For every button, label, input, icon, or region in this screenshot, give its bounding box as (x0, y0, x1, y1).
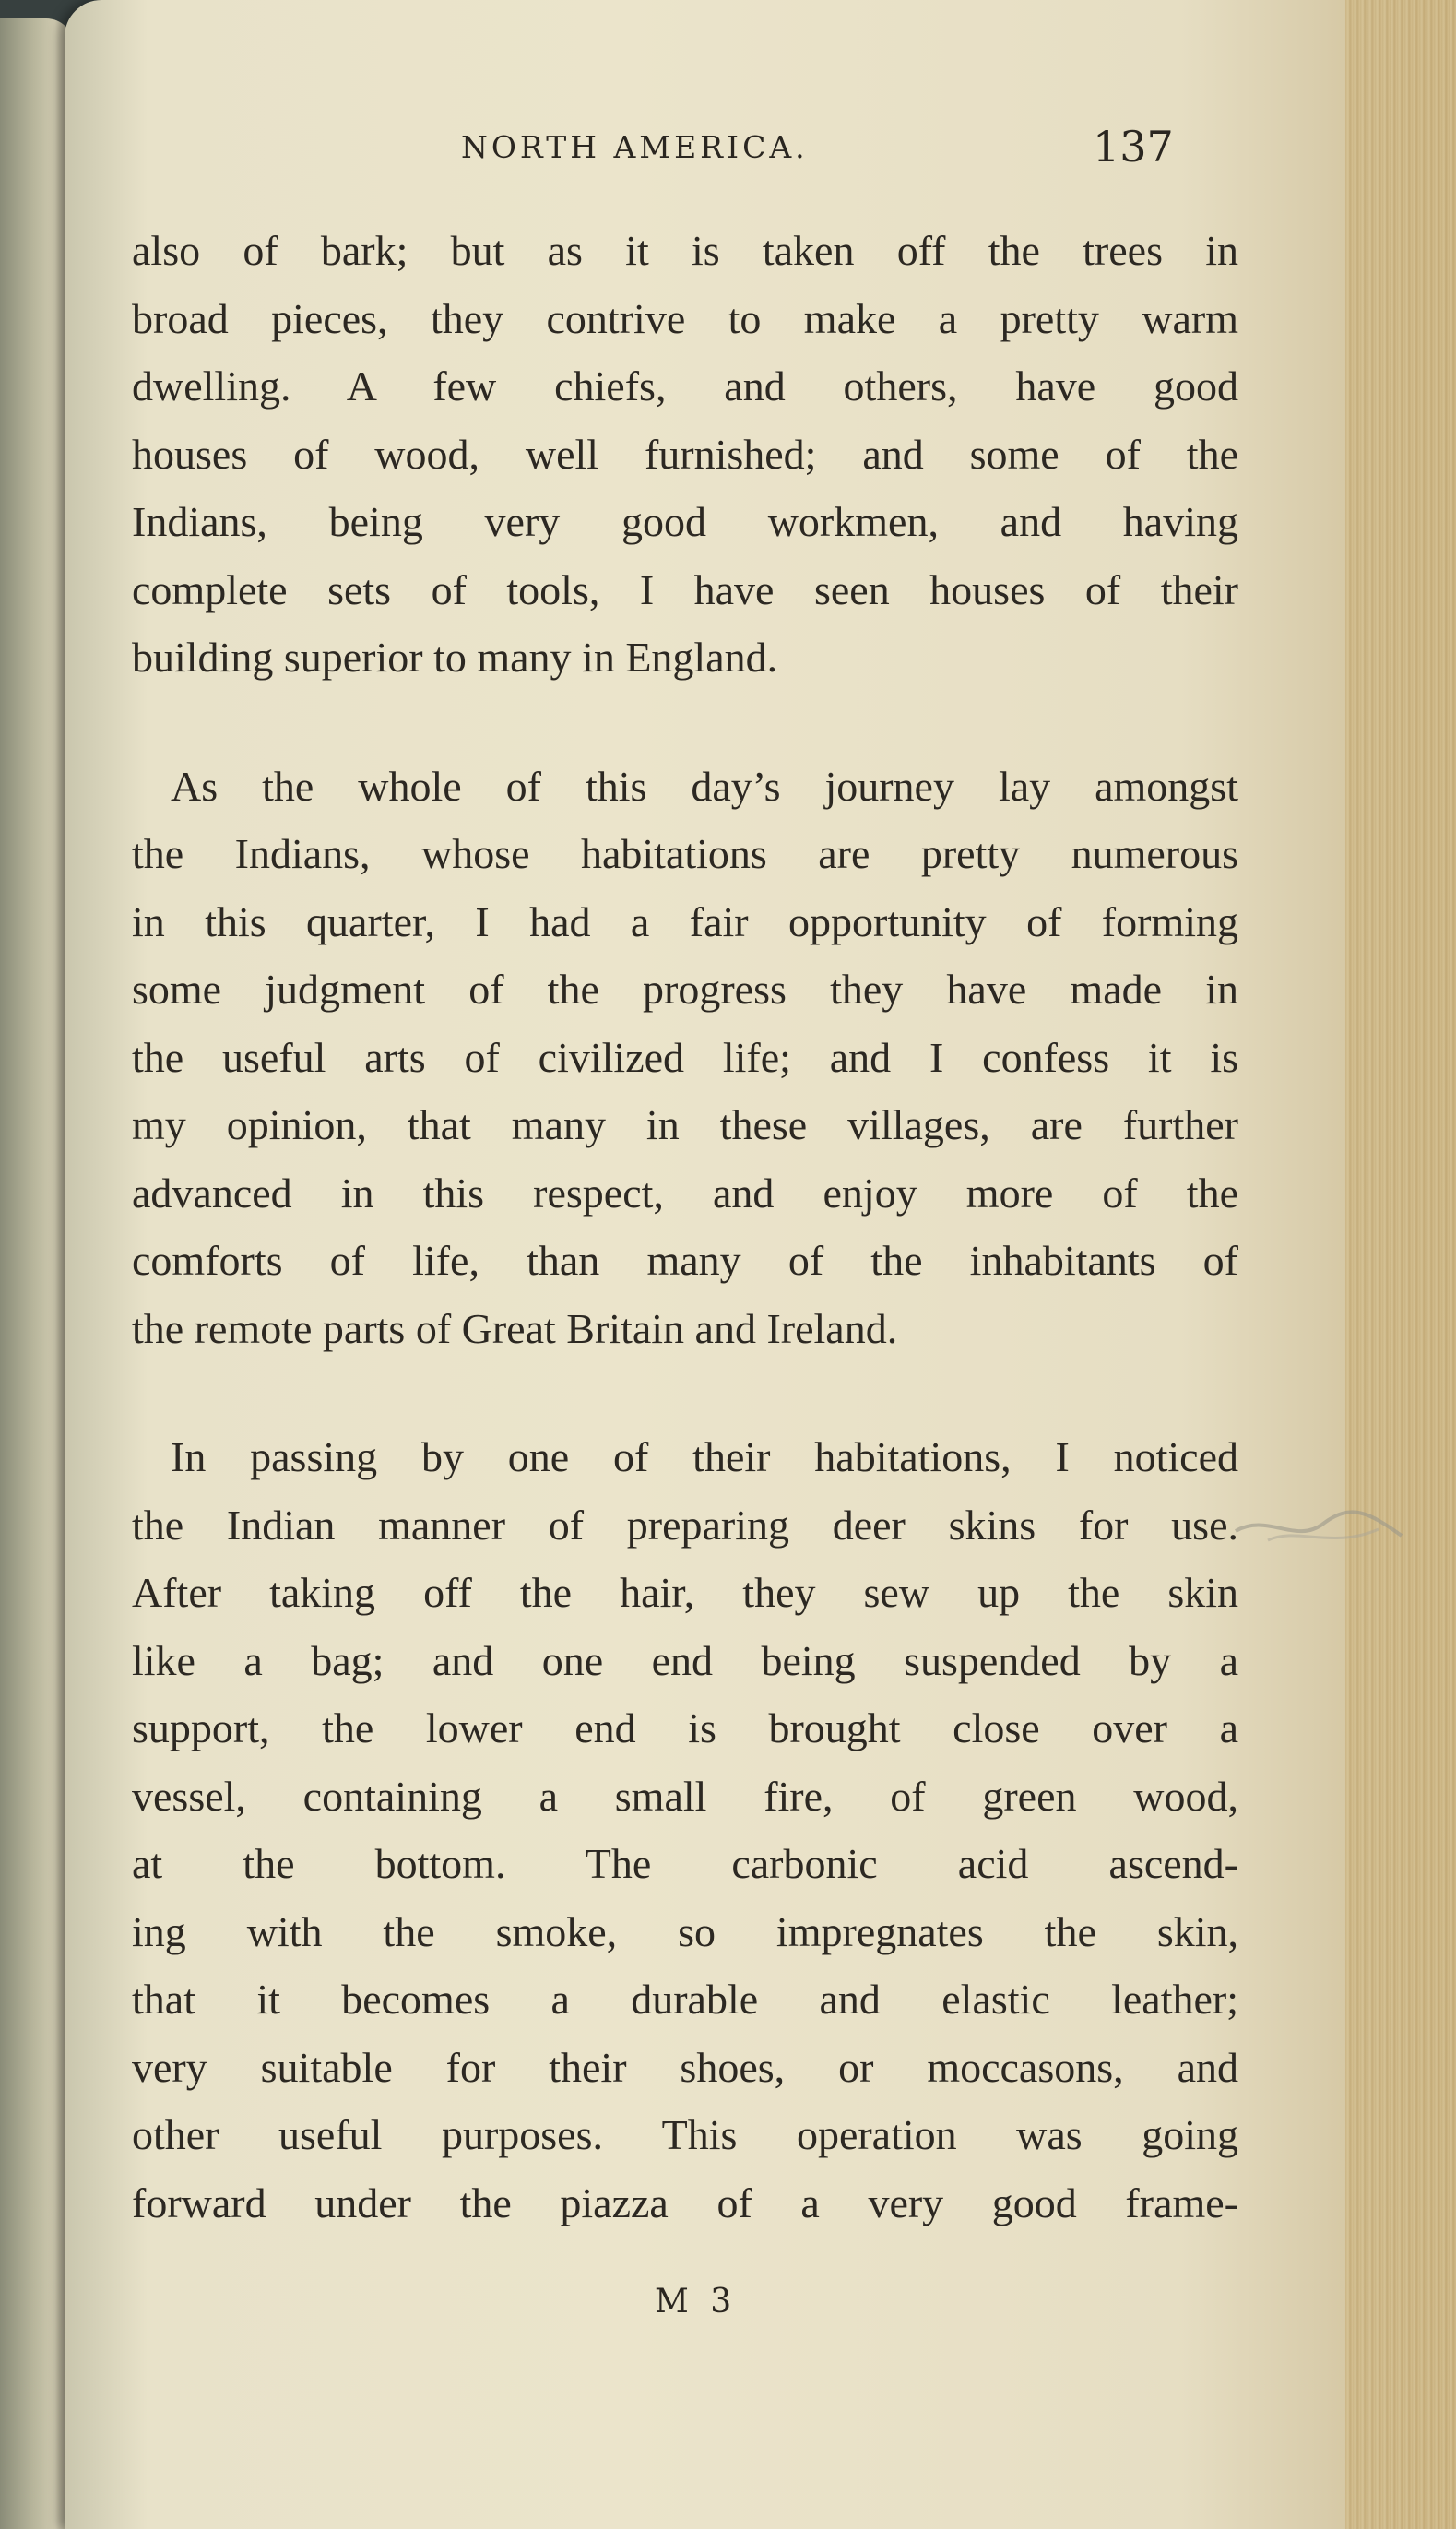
pencil-scribble-mark (1231, 1503, 1406, 1559)
text-line: comforts of life, than many of the inhabitants of (132, 1237, 1238, 1284)
text-line: also of bark; but as it is taken off the trees in (132, 227, 1238, 274)
facing-page-edge (0, 18, 74, 2529)
text-line: like a bag; and one end being suspended by a (132, 1636, 1238, 1684)
text-line: dwelling. A few chiefs, and others, have good (132, 362, 1238, 410)
text-line: After taking off the hair, they sew up the skin (132, 1569, 1238, 1616)
text-line: broad pieces, they contrive to make a pretty warm (132, 294, 1238, 342)
text-line: forward under the piazza of a very good frame- (132, 2179, 1238, 2226)
text-line: the Indians, whose habitations are pretty numerous (132, 830, 1238, 877)
text-line: in this quarter, I had a fair opportunity of forming (132, 897, 1238, 945)
text-line: support, the lower end is brought close over a (132, 1704, 1238, 1751)
book-page (65, 0, 1456, 2529)
signature-mark: M 3 (655, 2283, 738, 2321)
text-line: As the whole of this day’s journey lay amongst (171, 762, 1238, 810)
text-line: that it becomes a durable and elastic leather; (132, 1976, 1238, 2023)
text-line: at the bottom. The carbonic acid ascend- (132, 1840, 1238, 1887)
text-line: the useful arts of civilized life; and I confess it is (132, 1033, 1238, 1081)
paragraph (132, 1423, 1238, 2237)
text-line: the remote parts of Great Britain and Ireland. (132, 1304, 898, 1352)
text-line: some judgment of the progress they have made in (132, 966, 1238, 1013)
text-line: building superior to many in England. (132, 634, 778, 681)
paragraph-gap (132, 1362, 1238, 1423)
running-head: NORTH AMERICA. (461, 129, 809, 165)
text-line: my opinion, that many in these villages, are further (132, 1101, 1238, 1148)
text-line: the Indian manner of preparing deer skins for use. (132, 1501, 1238, 1549)
text-line: ing with the smoke, so impregnates the skin, (132, 1907, 1238, 1955)
text-line: complete sets of tools, I have seen houses of their (132, 565, 1238, 613)
text-line: advanced in this respect, and enjoy more of the (132, 1169, 1238, 1217)
text-line: In passing by one of their habitations, I noticed (171, 1433, 1238, 1480)
page-header (65, 122, 1456, 184)
paragraph (132, 217, 1238, 692)
text-line: other useful purposes. This operation was going (132, 2111, 1238, 2158)
text-line: Indians, being very good workmen, and having (132, 498, 1238, 545)
paragraph-gap (132, 692, 1238, 753)
page-fore-edge (1345, 0, 1456, 2529)
page-number: 137 (1093, 122, 1174, 172)
text-line: houses of wood, well furnished; and some of the (132, 430, 1238, 478)
text-line: very suitable for their shoes, or moccasons, and (132, 2043, 1238, 2091)
paragraph (132, 753, 1238, 1363)
text-line: vessel, containing a small fire, of green wood, (132, 1772, 1238, 1820)
body-text (132, 217, 1238, 2237)
